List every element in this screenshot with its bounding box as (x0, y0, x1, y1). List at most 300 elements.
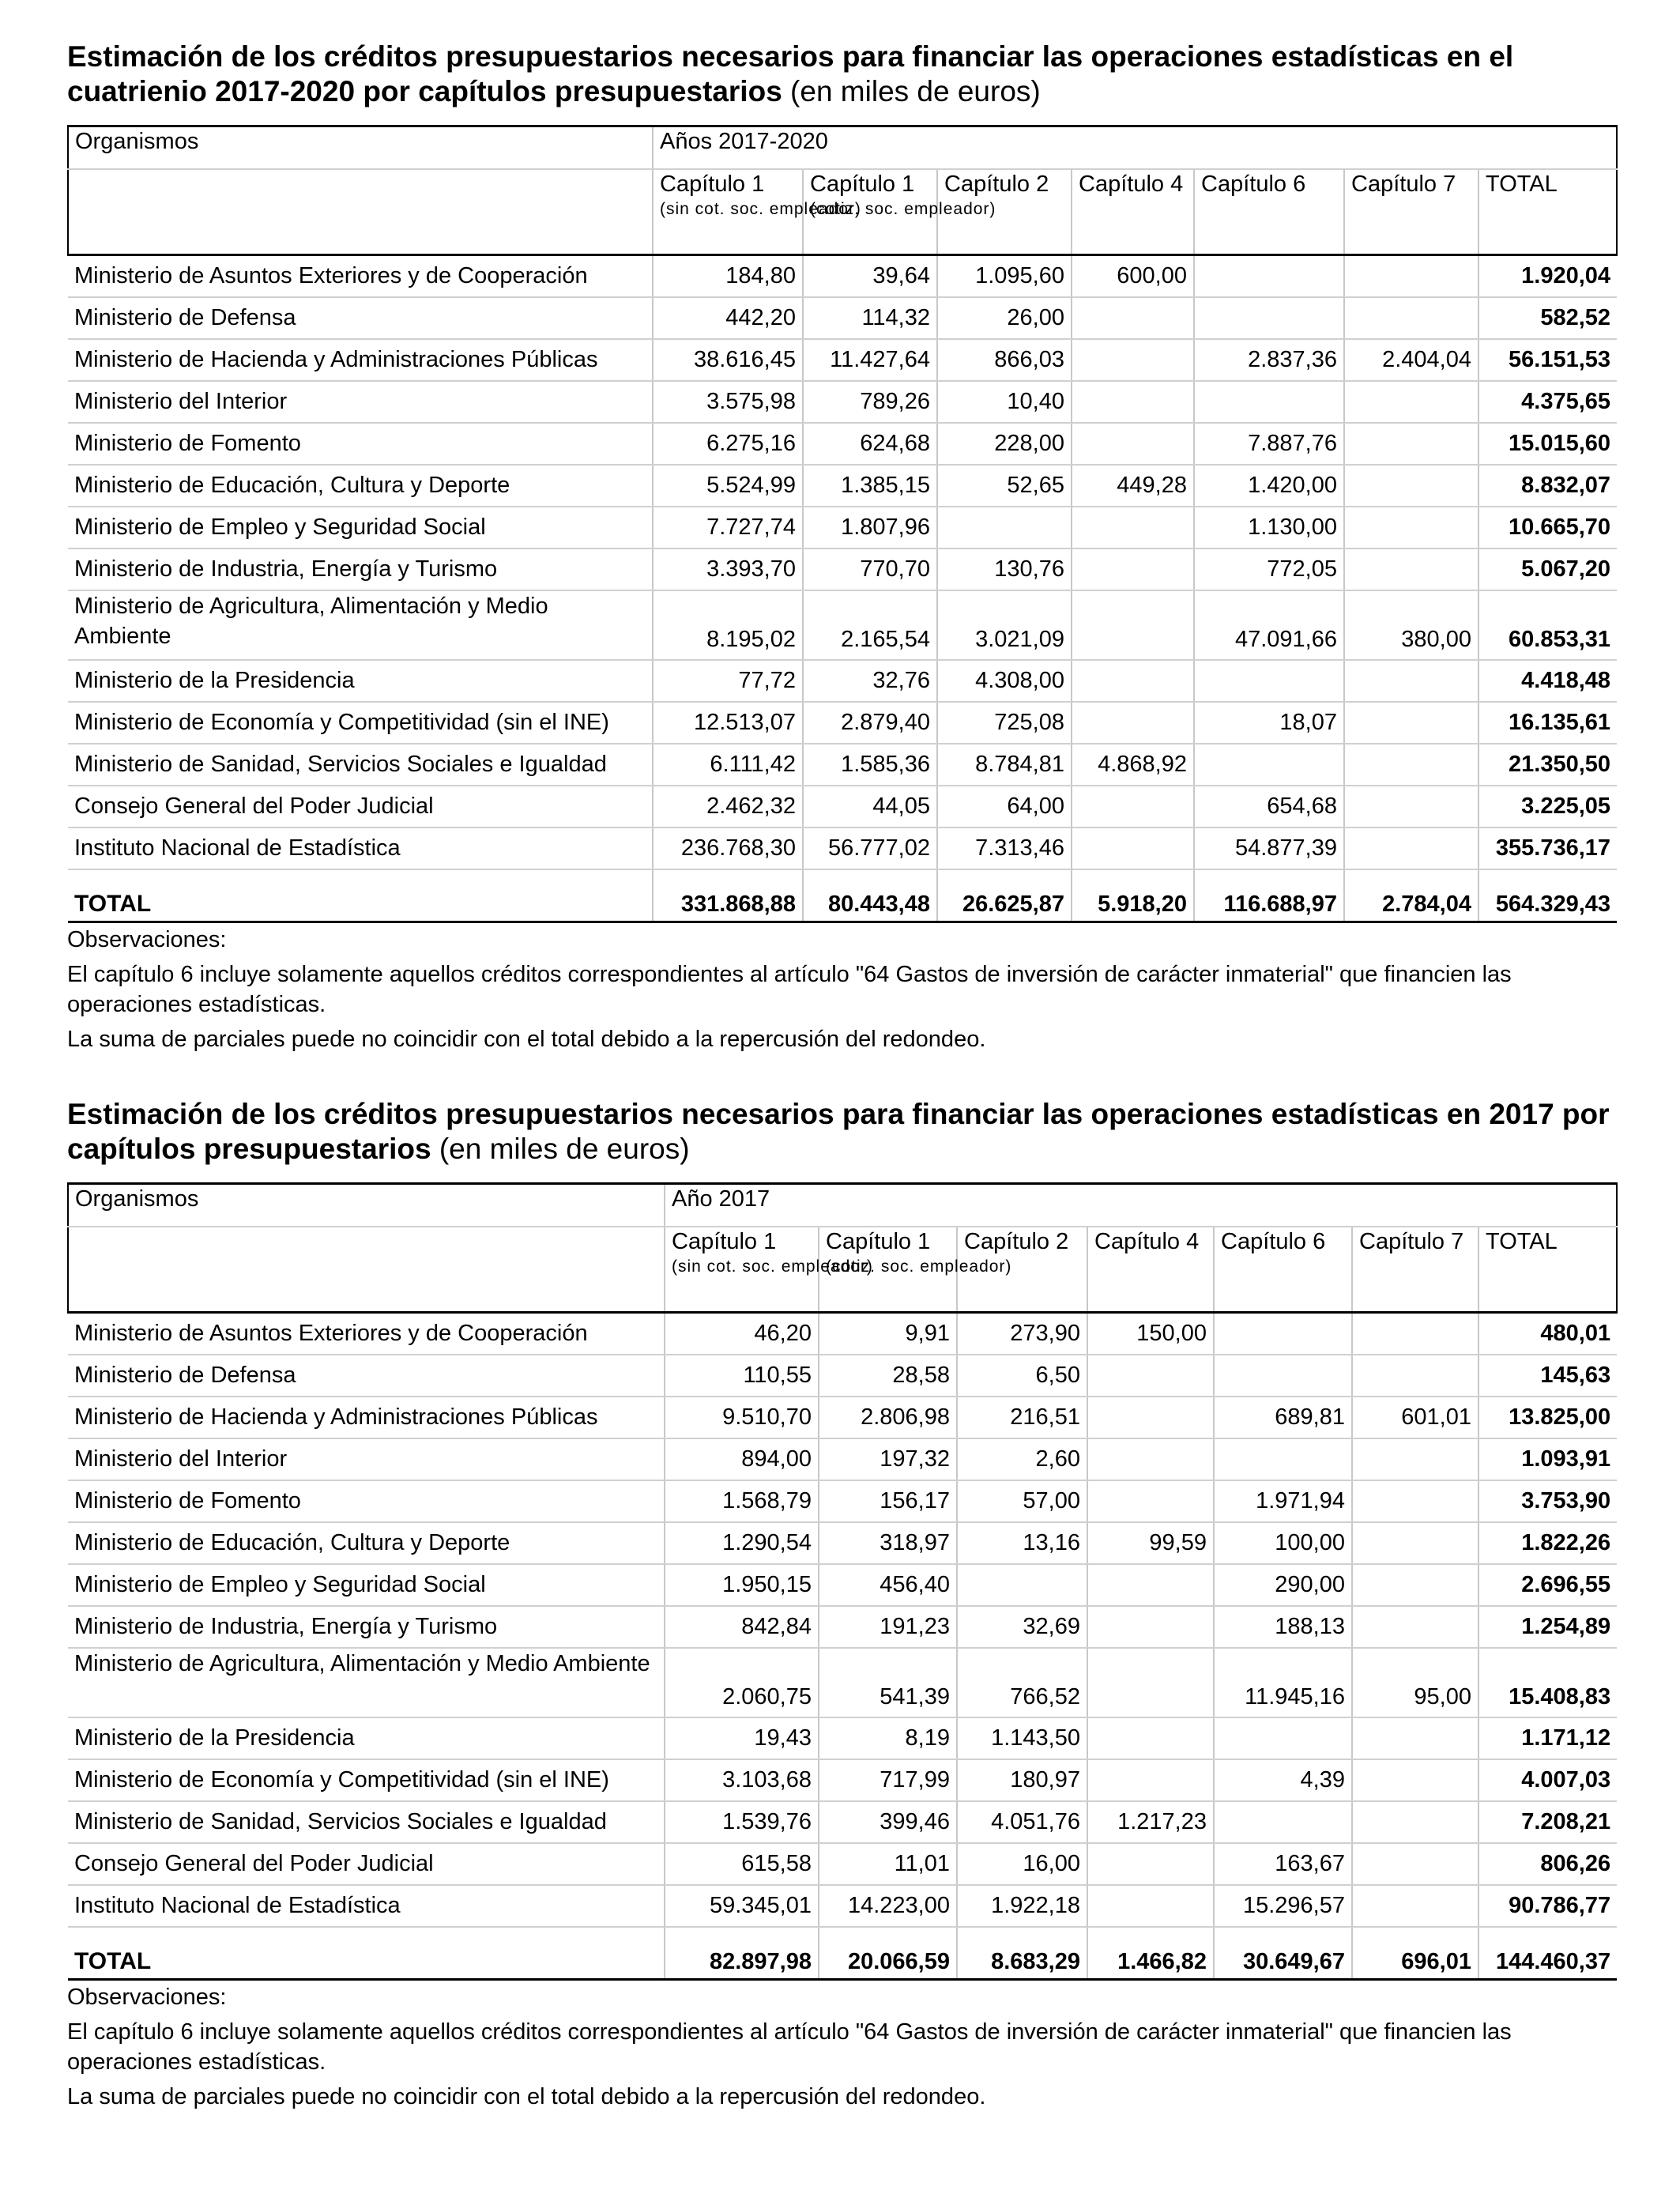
value-cell (1344, 786, 1478, 827)
value-cell: 1.922,18 (957, 1885, 1087, 1927)
observations-title: Observaciones: (67, 1985, 227, 2010)
value-cell: 184,80 (653, 255, 803, 298)
row-total-cell: 4.375,65 (1478, 381, 1617, 423)
value-cell (1072, 297, 1194, 339)
column-header-row (68, 1227, 1617, 1313)
value-cell (1072, 786, 1194, 827)
value-cell: 399,46 (819, 1801, 957, 1843)
value-cell: 1.971,94 (1214, 1480, 1352, 1522)
row-total-cell: 60.853,31 (1478, 590, 1617, 660)
table-row (68, 507, 1617, 548)
column-label: Capítulo 1 (826, 1229, 931, 1254)
row-total-cell: 13.825,00 (1478, 1397, 1617, 1438)
value-cell: 3.575,98 (653, 381, 803, 423)
row-total-cell: 15.015,60 (1478, 423, 1617, 465)
total-row (68, 1927, 1617, 1980)
organism-name: Ministerio de Empleo y Seguridad Social (68, 507, 653, 548)
value-cell (1352, 1355, 1478, 1397)
value-cell (1072, 590, 1194, 660)
row-total-cell: 56.151,53 (1478, 339, 1617, 381)
column-header-row (68, 169, 1617, 255)
column-header (1352, 1227, 1478, 1313)
row-total-cell: 1.920,04 (1478, 255, 1617, 298)
value-cell: 12.513,07 (653, 702, 803, 744)
value-cell: 9,91 (819, 1313, 957, 1355)
observation-note: La suma de parciales puede no coincidir con el total debido a la repercusión del redondeo. (67, 2084, 986, 2109)
value-cell: 6,50 (957, 1355, 1087, 1397)
value-cell (1087, 1355, 1214, 1397)
organism-name: Ministerio de Educación, Cultura y Deporte (68, 465, 653, 507)
organism-name: Ministerio de Industria, Energía y Turismo (68, 1606, 665, 1648)
value-cell: 100,00 (1214, 1522, 1352, 1564)
value-cell: 1.420,00 (1194, 465, 1344, 507)
column-label: Capítulo 2 (944, 172, 1049, 197)
organism-name: Ministerio de Agricultura, Alimentación y Medio Ambiente (68, 590, 653, 660)
value-cell: 4.308,00 (937, 660, 1072, 702)
value-cell (1352, 1885, 1478, 1927)
value-cell (1087, 1843, 1214, 1885)
table-row (68, 465, 1617, 507)
table-row (68, 1355, 1617, 1397)
value-cell: 4.868,92 (1072, 744, 1194, 786)
column-label: TOTAL (1486, 1229, 1558, 1254)
organism-name: Ministerio de Empleo y Seguridad Social (68, 1564, 665, 1606)
value-cell (1087, 1564, 1214, 1606)
value-cell (1352, 1606, 1478, 1648)
value-cell: 1.095,60 (937, 255, 1072, 298)
column-label: TOTAL (1486, 172, 1558, 197)
value-cell: 2.060,75 (665, 1648, 819, 1717)
value-cell: 11.945,16 (1214, 1648, 1352, 1717)
column-label: Capítulo 1 (660, 172, 765, 197)
value-cell: 7.887,76 (1194, 423, 1344, 465)
value-cell: 4.051,76 (957, 1801, 1087, 1843)
observations-title: Observaciones: (67, 927, 227, 952)
value-cell (1214, 1313, 1352, 1355)
observation-note: La suma de parciales puede no coincidir con el total debido a la repercusión del redondeo. (67, 1027, 986, 1052)
organism-name: Ministerio de la Presidencia (68, 1717, 665, 1759)
value-cell: 7.727,74 (653, 507, 803, 548)
value-cell: 766,52 (957, 1648, 1087, 1717)
row-total-cell: 90.786,77 (1478, 1885, 1617, 1927)
value-cell: 19,43 (665, 1717, 819, 1759)
row-total-cell: 7.208,21 (1478, 1801, 1617, 1843)
value-cell: 10,40 (937, 381, 1072, 423)
header-row (68, 1184, 1617, 1227)
table-row (68, 1606, 1617, 1648)
column-header (803, 169, 996, 255)
row-total-cell: 16.135,61 (1478, 702, 1617, 744)
organism-name: Consejo General del Poder Judicial (68, 786, 653, 827)
observations (67, 1982, 1616, 2112)
organismos-header: Organismos (68, 1184, 665, 1227)
value-cell: 2.462,32 (653, 786, 803, 827)
value-cell: 456,40 (819, 1564, 957, 1606)
table-row (68, 548, 1617, 590)
budget-table (67, 125, 1618, 923)
observation-note: El capítulo 6 incluye solamente aquellos créditos correspondientes al artículo "64 Gastos de inversión de carácter inmaterial" que financien las operaciones estadísticas. (67, 2019, 1512, 2075)
value-cell (1194, 744, 1344, 786)
total-label: TOTAL (68, 869, 653, 922)
value-cell: 228,00 (937, 423, 1072, 465)
column-label: Capítulo 2 (964, 1229, 1069, 1254)
value-cell: 59.345,01 (665, 1885, 819, 1927)
value-cell: 77,72 (653, 660, 803, 702)
value-cell (1194, 381, 1344, 423)
value-cell: 654,68 (1194, 786, 1344, 827)
table-body (68, 126, 1617, 922)
table-row (68, 255, 1617, 298)
table-row (68, 423, 1617, 465)
title-unit: (en miles de euros) (790, 75, 1041, 107)
value-cell (1352, 1759, 1478, 1801)
value-cell: 18,07 (1194, 702, 1344, 744)
value-cell (1072, 660, 1194, 702)
row-total-cell: 15.408,83 (1478, 1648, 1617, 1717)
value-cell (1344, 381, 1478, 423)
value-cell: 28,58 (819, 1355, 957, 1397)
organismos-header: Organismos (68, 126, 653, 170)
value-cell: 318,97 (819, 1522, 957, 1564)
value-cell: 4,39 (1214, 1759, 1352, 1801)
column-header (1087, 1227, 1214, 1313)
value-cell (1352, 1801, 1478, 1843)
value-cell: 46,20 (665, 1313, 819, 1355)
row-total-cell: 1.171,12 (1478, 1717, 1617, 1759)
value-cell (1352, 1843, 1478, 1885)
column-header (1344, 169, 1478, 255)
value-cell (1344, 827, 1478, 869)
value-cell: 2.806,98 (819, 1397, 957, 1438)
value-cell (1072, 702, 1194, 744)
value-cell: 2.879,40 (803, 702, 937, 744)
table-row (68, 1885, 1617, 1927)
organism-name: Ministerio de Fomento (68, 1480, 665, 1522)
organism-name: Ministerio de Sanidad, Servicios Sociales e Igualdad (68, 744, 653, 786)
total-cell: 1.466,82 (1087, 1927, 1214, 1980)
table-body (68, 1184, 1617, 1980)
value-cell: 442,20 (653, 297, 803, 339)
organism-name: Ministerio del Interior (68, 1438, 665, 1480)
value-cell: 156,17 (819, 1480, 957, 1522)
value-cell: 130,76 (937, 548, 1072, 590)
row-total-cell: 4.418,48 (1478, 660, 1617, 702)
row-total-cell: 145,63 (1478, 1355, 1617, 1397)
row-total-cell: 8.832,07 (1478, 465, 1617, 507)
value-cell (1087, 1438, 1214, 1480)
title-bold: Estimación de los créditos presupuestarios necesarios para financiar las operaciones estadísticas en el cuatrienio 2017-2020 por capítulos presupuestarios (67, 40, 1514, 107)
budget-table (67, 1182, 1618, 1981)
organism-name: Ministerio de Sanidad, Servicios Sociales e Igualdad (68, 1801, 665, 1843)
column-label: Capítulo 6 (1201, 172, 1306, 197)
value-cell: 180,97 (957, 1759, 1087, 1801)
table-row (68, 1843, 1617, 1885)
table-row (68, 1313, 1617, 1355)
total-cell: 82.897,98 (665, 1927, 819, 1980)
table-section-2017 (67, 1097, 1616, 2117)
column-header (1194, 169, 1344, 255)
table-row (68, 1648, 1617, 1717)
value-cell: 8,19 (819, 1717, 957, 1759)
value-cell: 11.427,64 (803, 339, 937, 381)
value-cell: 64,00 (937, 786, 1072, 827)
value-cell: 114,32 (803, 297, 937, 339)
value-cell: 44,05 (803, 786, 937, 827)
value-cell: 56.777,02 (803, 827, 937, 869)
total-cell: 30.649,67 (1214, 1927, 1352, 1980)
value-cell: 6.275,16 (653, 423, 803, 465)
value-cell: 1.217,23 (1087, 1801, 1214, 1843)
value-cell (1344, 423, 1478, 465)
column-header (1478, 1227, 1617, 1313)
value-cell: 13,16 (957, 1522, 1087, 1564)
value-cell: 6.111,42 (653, 744, 803, 786)
value-cell (937, 507, 1072, 548)
row-total-cell: 480,01 (1478, 1313, 1617, 1355)
total-label: TOTAL (68, 1927, 665, 1980)
value-cell: 600,00 (1072, 255, 1194, 298)
organism-name: Ministerio de Fomento (68, 423, 653, 465)
value-cell (1344, 465, 1478, 507)
value-cell (1352, 1717, 1478, 1759)
column-label: Capítulo 6 (1221, 1229, 1326, 1254)
table-row (68, 297, 1617, 339)
value-cell (1344, 548, 1478, 590)
table-title (67, 40, 1616, 109)
period-header: Año 2017 (665, 1184, 1617, 1227)
value-cell (1194, 297, 1344, 339)
observation-note: El capítulo 6 incluye solamente aquellos créditos correspondientes al artículo "64 Gastos de inversión de carácter inmaterial" que financien las operaciones estadísticas. (67, 962, 1512, 1017)
value-cell (1214, 1717, 1352, 1759)
row-total-cell: 21.350,50 (1478, 744, 1617, 786)
table-row (68, 381, 1617, 423)
total-row (68, 869, 1617, 922)
value-cell (1344, 297, 1478, 339)
value-cell: 1.539,76 (665, 1801, 819, 1843)
value-cell: 1.385,15 (803, 465, 937, 507)
value-cell: 2,60 (957, 1438, 1087, 1480)
total-cell: 5.918,20 (1072, 869, 1194, 922)
value-cell: 216,51 (957, 1397, 1087, 1438)
value-cell (1072, 548, 1194, 590)
total-cell: 80.443,48 (803, 869, 937, 922)
organism-name: Ministerio de la Presidencia (68, 660, 653, 702)
value-cell (1087, 1759, 1214, 1801)
value-cell (1352, 1438, 1478, 1480)
organism-name: Ministerio de Defensa (68, 297, 653, 339)
value-cell: 3.103,68 (665, 1759, 819, 1801)
column-label: Capítulo 4 (1079, 172, 1184, 197)
value-cell: 191,23 (819, 1606, 957, 1648)
value-cell: 8.195,02 (653, 590, 803, 660)
value-cell: 601,01 (1352, 1397, 1478, 1438)
value-cell: 32,69 (957, 1606, 1087, 1648)
column-sublabel: (cotiz. soc. empleador) (810, 200, 996, 218)
value-cell: 1.807,96 (803, 507, 937, 548)
value-cell: 39,64 (803, 255, 937, 298)
organism-name: Instituto Nacional de Estadística (68, 827, 653, 869)
total-cell: 8.683,29 (957, 1927, 1087, 1980)
table-section-2017-2020 (67, 40, 1616, 1059)
column-sublabel: (cotiz. soc. empleador) (826, 1257, 1012, 1276)
value-cell (1214, 1355, 1352, 1397)
row-total-cell: 10.665,70 (1478, 507, 1617, 548)
table-title (67, 1097, 1616, 1167)
row-total-cell: 3.225,05 (1478, 786, 1617, 827)
value-cell: 11,01 (819, 1843, 957, 1885)
value-cell: 1.130,00 (1194, 507, 1344, 548)
row-total-cell: 582,52 (1478, 297, 1617, 339)
value-cell: 110,55 (665, 1355, 819, 1397)
value-cell (1087, 1480, 1214, 1522)
column-header (653, 169, 861, 255)
total-cell: 2.784,04 (1344, 869, 1478, 922)
value-cell: 38.616,45 (653, 339, 803, 381)
value-cell: 52,65 (937, 465, 1072, 507)
value-cell (1194, 255, 1344, 298)
column-label: Capítulo 7 (1351, 172, 1456, 197)
value-cell (1072, 423, 1194, 465)
value-cell: 725,08 (937, 702, 1072, 744)
table-row (68, 660, 1617, 702)
value-cell: 163,67 (1214, 1843, 1352, 1885)
organism-name: Ministerio de Industria, Energía y Turismo (68, 548, 653, 590)
table-row (68, 339, 1617, 381)
value-cell: 770,70 (803, 548, 937, 590)
value-cell (1352, 1480, 1478, 1522)
value-cell: 47.091,66 (1194, 590, 1344, 660)
value-cell: 717,99 (819, 1759, 957, 1801)
total-cell: 116.688,97 (1194, 869, 1344, 922)
value-cell: 5.524,99 (653, 465, 803, 507)
value-cell: 99,59 (1087, 1522, 1214, 1564)
column-label: Capítulo 1 (672, 1229, 777, 1254)
value-cell: 541,39 (819, 1648, 957, 1717)
value-cell: 290,00 (1214, 1564, 1352, 1606)
column-header-empty (68, 1227, 665, 1313)
organism-name: Ministerio del Interior (68, 381, 653, 423)
value-cell: 32,76 (803, 660, 937, 702)
value-cell (1344, 507, 1478, 548)
table-row (68, 744, 1617, 786)
organism-name: Ministerio de Asuntos Exteriores y de Cooperación (68, 255, 653, 298)
row-total-cell: 1.254,89 (1478, 1606, 1617, 1648)
total-cell: 331.868,88 (653, 869, 803, 922)
table-row (68, 1717, 1617, 1759)
value-cell: 380,00 (1344, 590, 1478, 660)
column-header (1072, 169, 1194, 255)
value-cell: 3.021,09 (937, 590, 1072, 660)
value-cell: 1.143,50 (957, 1717, 1087, 1759)
value-cell: 866,03 (937, 339, 1072, 381)
row-total-cell: 4.007,03 (1478, 1759, 1617, 1801)
value-cell: 1.585,36 (803, 744, 937, 786)
organism-name: Instituto Nacional de Estadística (68, 1885, 665, 1927)
value-cell (1194, 660, 1344, 702)
column-sublabel: (sin cot. soc. empleador) (672, 1257, 873, 1276)
value-cell (1344, 702, 1478, 744)
value-cell (1087, 1397, 1214, 1438)
value-cell (1352, 1522, 1478, 1564)
value-cell: 236.768,30 (653, 827, 803, 869)
total-cell: 20.066,59 (819, 1927, 957, 1980)
value-cell: 449,28 (1072, 465, 1194, 507)
row-total-cell: 806,26 (1478, 1843, 1617, 1885)
table-row (68, 1480, 1617, 1522)
column-header (665, 1227, 873, 1313)
table-row (68, 1759, 1617, 1801)
column-header (1214, 1227, 1352, 1313)
column-header-empty (68, 169, 653, 255)
value-cell: 3.393,70 (653, 548, 803, 590)
column-sublabel: (sin cot. soc. empleador) (660, 200, 861, 218)
value-cell (1344, 744, 1478, 786)
organism-name: Consejo General del Poder Judicial (68, 1843, 665, 1885)
value-cell (1087, 1606, 1214, 1648)
total-cell: 144.460,37 (1478, 1927, 1617, 1980)
value-cell (1072, 381, 1194, 423)
organism-name: Ministerio de Economía y Competitividad (sin el INE) (68, 702, 653, 744)
value-cell (1087, 1885, 1214, 1927)
row-total-cell: 1.093,91 (1478, 1438, 1617, 1480)
table-row (68, 1801, 1617, 1843)
organism-name: Ministerio de Agricultura, Alimentación y Medio Ambiente (68, 1648, 665, 1717)
organism-name: Ministerio de Educación, Cultura y Deporte (68, 1522, 665, 1564)
value-cell (1072, 827, 1194, 869)
table-row (68, 827, 1617, 869)
organism-name: Ministerio de Hacienda y Administraciones Públicas (68, 1397, 665, 1438)
value-cell: 1.568,79 (665, 1480, 819, 1522)
value-cell: 57,00 (957, 1480, 1087, 1522)
value-cell (1087, 1648, 1214, 1717)
table-row (68, 1438, 1617, 1480)
value-cell: 54.877,39 (1194, 827, 1344, 869)
value-cell: 8.784,81 (937, 744, 1072, 786)
organism-name: Ministerio de Economía y Competitividad (sin el INE) (68, 1759, 665, 1801)
value-cell: 689,81 (1214, 1397, 1352, 1438)
period-header: Años 2017-2020 (653, 126, 1617, 170)
column-label: Capítulo 1 (810, 172, 915, 197)
header-row (68, 126, 1617, 170)
value-cell: 95,00 (1352, 1648, 1478, 1717)
title-unit: (en miles de euros) (439, 1133, 690, 1165)
table-row (68, 1522, 1617, 1564)
column-label: Capítulo 7 (1359, 1229, 1464, 1254)
total-cell: 696,01 (1352, 1927, 1478, 1980)
row-total-cell: 1.822,26 (1478, 1522, 1617, 1564)
value-cell: 150,00 (1087, 1313, 1214, 1355)
value-cell: 9.510,70 (665, 1397, 819, 1438)
value-cell (1072, 507, 1194, 548)
value-cell: 188,13 (1214, 1606, 1352, 1648)
value-cell (1352, 1313, 1478, 1355)
value-cell: 273,90 (957, 1313, 1087, 1355)
value-cell (1344, 255, 1478, 298)
column-header (819, 1227, 1012, 1313)
table-row (68, 786, 1617, 827)
value-cell (1072, 339, 1194, 381)
total-cell: 564.329,43 (1478, 869, 1617, 922)
total-cell: 26.625,87 (937, 869, 1072, 922)
value-cell (1214, 1801, 1352, 1843)
column-label: Capítulo 4 (1094, 1229, 1200, 1254)
title-bold: Estimación de los créditos presupuestarios necesarios para financiar las operaciones estadísticas en 2017 por capítulos presupuestarios (67, 1098, 1610, 1165)
value-cell: 842,84 (665, 1606, 819, 1648)
table-row (68, 1397, 1617, 1438)
row-total-cell: 3.753,90 (1478, 1480, 1617, 1522)
organism-name: Ministerio de Defensa (68, 1355, 665, 1397)
value-cell: 615,58 (665, 1843, 819, 1885)
